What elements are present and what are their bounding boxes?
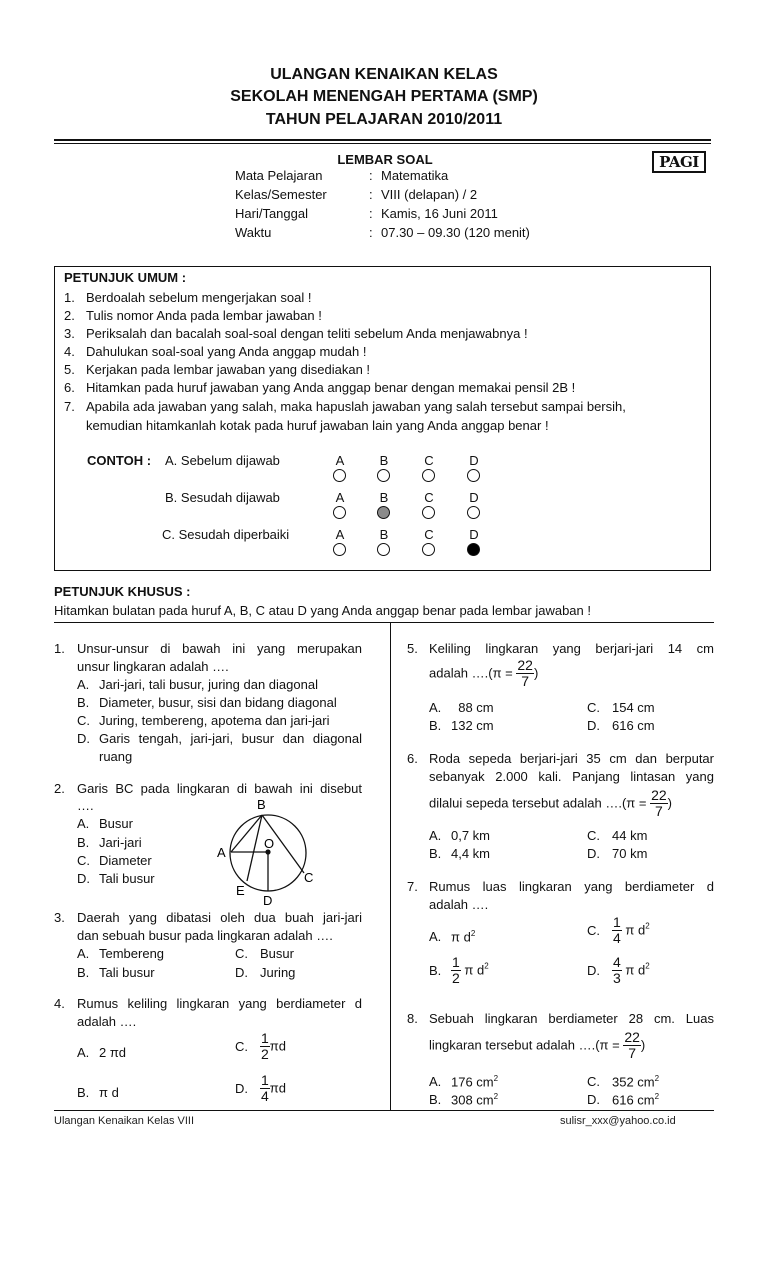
superscript: 2	[493, 1092, 499, 1101]
option-text: 2 πd	[99, 1045, 127, 1060]
instruction-text-continued: kemudian hitamkanlah kotak pada huruf jawaban lain yang Anda anggap benar !	[86, 418, 549, 433]
option-text: 88 cm	[451, 700, 494, 715]
label-c: C	[304, 870, 314, 885]
answer-bubble-empty	[422, 506, 435, 519]
superscript: 2	[645, 961, 650, 971]
question-text: Keliling lingkaran yang berjari-jari 14 cm	[429, 641, 714, 656]
option[interactable]	[429, 955, 489, 986]
fraction-denominator: 4	[261, 1088, 269, 1104]
fraction	[260, 1073, 270, 1104]
superscript: 2	[654, 1092, 660, 1101]
option[interactable]	[77, 712, 330, 730]
fraction-numerator: 1	[452, 954, 460, 970]
answer-bubble-empty	[422, 543, 435, 556]
option[interactable]	[429, 845, 490, 863]
fraction-denominator: 3	[613, 970, 621, 986]
option-letter: B.	[77, 695, 90, 710]
option-letter: C.	[587, 700, 600, 715]
option-letter: D.	[235, 965, 248, 980]
option[interactable]	[77, 676, 318, 694]
section-divider	[54, 622, 714, 623]
option-text: Juring, tembereng, apotema dan jari-jari	[99, 713, 330, 728]
pi-fraction	[623, 1030, 641, 1061]
question-number: 5.	[407, 641, 418, 656]
bubble-letter: D	[469, 453, 479, 468]
superscript: 2	[654, 1074, 660, 1083]
answer-bubble-empty	[333, 469, 346, 482]
question-text: adalah ….	[77, 1014, 137, 1029]
question-text: adalah ….(π =	[429, 665, 513, 681]
option-text: π d	[464, 962, 485, 978]
meta-key: Waktu	[235, 225, 272, 240]
bubble-letter: A	[335, 527, 345, 542]
instruction-item	[64, 289, 311, 307]
pi-fraction	[516, 658, 534, 689]
answer-bubble-empty	[333, 543, 346, 556]
instruction-item	[64, 379, 575, 397]
option-letter: A.	[429, 828, 442, 843]
answer-bubble-empty	[422, 469, 435, 482]
question-text: ….	[77, 798, 94, 813]
bubble-letter: A	[335, 490, 345, 505]
bubble-letter: D	[469, 527, 479, 542]
bubble-letter: B	[379, 453, 389, 468]
option-letter: C.	[77, 713, 90, 728]
option[interactable]	[587, 915, 650, 946]
option[interactable]	[77, 694, 337, 712]
option-letter: B.	[429, 1092, 442, 1108]
option[interactable]	[587, 827, 647, 845]
fraction-numerator: 1	[261, 1072, 269, 1088]
option-text: Diameter	[99, 853, 152, 868]
question-text: Rumus luas lingkaran yang berdiameter d	[429, 879, 714, 894]
example-row-label: B. Sesudah dijawab	[165, 490, 280, 505]
option-letter: D.	[587, 718, 600, 733]
fraction-denominator: 2	[261, 1046, 269, 1062]
question-number: 3.	[54, 910, 65, 925]
option[interactable]	[587, 1088, 659, 1109]
question-text: dilalui sepeda tersebut adalah ….(π =	[429, 795, 647, 811]
option-letter: A.	[429, 700, 442, 715]
answer-bubble-black	[467, 543, 480, 556]
option-text: Busur	[99, 816, 133, 831]
option[interactable]	[77, 1044, 126, 1062]
question-text: Roda sepeda berjari-jari 35 cm dan berputar	[429, 751, 714, 766]
instruction-text: Dahulukan soal-soal yang Anda anggap mudah !	[86, 344, 367, 359]
option-text: πd	[269, 1080, 286, 1096]
option[interactable]	[77, 730, 362, 748]
meta-value: Kamis, 16 Juni 2011	[381, 206, 498, 221]
instruction-text: Periksalah dan bacalah soal-soal dengan teliti sebelum Anda menjawabnya !	[86, 326, 528, 341]
fraction-denominator: 2	[452, 970, 460, 986]
instruction-text: Tulis nomor Anda pada lembar jawaban !	[86, 308, 322, 323]
option-letter: A.	[429, 1074, 442, 1090]
option-text: 616 cm	[612, 718, 655, 733]
option-letter: D.	[587, 1092, 600, 1108]
fraction-numerator: 1	[261, 1030, 269, 1046]
instruction-num: 6.	[64, 380, 75, 395]
option[interactable]	[587, 845, 647, 863]
option-text: π d	[99, 1085, 119, 1100]
superscript: 2	[484, 961, 489, 971]
instruction-num: 4.	[64, 344, 75, 359]
label-a: A	[217, 845, 226, 860]
footer-left: Ulangan Kenaikan Kelas VIII	[54, 1115, 195, 1127]
question-text: adalah ….	[429, 897, 489, 912]
bubble-letter: D	[469, 490, 479, 505]
meta-sep: :	[369, 168, 373, 183]
option-text: 70 km	[612, 846, 648, 861]
option-text: 308 cm	[451, 1092, 494, 1108]
bubble-letter: C	[424, 453, 434, 468]
sheet-title: LEMBAR SOAL	[337, 152, 433, 167]
special-instructions-text: Hitamkan bulatan pada huruf A, B, C atau D yang Anda anggap benar pada lembar jawaban !	[54, 603, 591, 618]
bubble-letter: A	[335, 453, 345, 468]
option[interactable]	[77, 870, 155, 888]
option-text: Busur	[260, 946, 294, 961]
option-text: Garis tengah, jari-jari, busur dan diagonal	[99, 731, 362, 746]
instruction-item	[64, 307, 322, 325]
meta-time	[235, 223, 530, 242]
fraction-denominator: 7	[628, 1045, 637, 1061]
option[interactable]	[429, 827, 490, 845]
instruction-num: 7.	[64, 399, 75, 414]
meta-class	[235, 185, 477, 204]
instruction-num: 3.	[64, 326, 75, 341]
option-text: 44 km	[612, 828, 648, 843]
option[interactable]	[77, 1084, 119, 1102]
question-text: dan sebuah busur pada lingkaran adalah ….	[77, 928, 333, 943]
option-letter: D.	[587, 962, 600, 978]
option-text: Tali busur	[99, 965, 155, 980]
instruction-item	[64, 398, 626, 416]
instruction-item	[64, 361, 370, 379]
option[interactable]	[429, 925, 475, 946]
option-letter: B.	[429, 718, 442, 733]
option-text: πd	[269, 1038, 286, 1054]
circle-figure	[210, 795, 330, 910]
meta-key: Kelas/Semester	[235, 187, 327, 202]
option[interactable]	[77, 815, 133, 833]
footer-right: sulisr_xxx@yahoo.co.id	[560, 1115, 676, 1127]
question-number: 2.	[54, 781, 65, 796]
answer-bubble-grey	[377, 506, 390, 519]
meta-value: 07.30 – 09.30 (120 menit)	[381, 225, 530, 240]
close-paren: )	[667, 795, 673, 811]
fraction-numerator: 22	[517, 657, 533, 673]
instruction-item	[64, 325, 528, 343]
question-text-with-pi	[429, 658, 538, 689]
option-letter: A.	[77, 677, 90, 692]
instruction-num: 2.	[64, 308, 75, 323]
option-text: Tembereng	[99, 946, 165, 961]
option[interactable]	[587, 717, 655, 735]
question-text: unsur lingkaran adalah ….	[77, 659, 229, 674]
question-number: 8.	[407, 1011, 418, 1026]
meta-value: Matematika	[381, 168, 449, 183]
question-number: 6.	[407, 751, 418, 766]
pi-fraction	[650, 788, 668, 819]
question-text: Daerah yang dibatasi oleh dua buah jari-jari	[77, 910, 362, 925]
instruction-text: Hitamkan pada huruf jawaban yang Anda anggap benar dengan memakai pensil 2B !	[86, 380, 576, 395]
question-text-with-pi	[429, 788, 672, 819]
option-text: π d	[625, 922, 646, 938]
option-text: Jari-jari	[99, 835, 142, 850]
option-letter: A.	[429, 929, 442, 945]
fraction-denominator: 4	[613, 930, 621, 946]
option[interactable]	[235, 945, 294, 963]
option[interactable]	[587, 955, 650, 986]
option[interactable]	[429, 699, 494, 717]
fraction	[260, 1031, 270, 1062]
instruction-num: 1.	[64, 290, 75, 305]
session-badge: PAGI	[652, 151, 706, 173]
option-letter: A.	[77, 946, 90, 961]
instruction-num: 5.	[64, 362, 75, 377]
option[interactable]	[77, 964, 155, 982]
school-level: SEKOLAH MENENGAH PERTAMA (SMP)	[230, 88, 538, 105]
meta-key: Mata Pelajaran	[235, 168, 323, 183]
option-text-continued: ruang	[99, 749, 133, 764]
meta-value: VIII (delapan) / 2	[381, 187, 478, 202]
option-text: 176 cm	[451, 1074, 494, 1090]
fraction-denominator: 7	[521, 673, 530, 689]
label-e: E	[236, 883, 245, 898]
option-letter: C.	[587, 1074, 600, 1090]
option-letter: D.	[235, 1080, 248, 1096]
academic-year: TAHUN PELAJARAN 2010/2011	[265, 111, 503, 128]
example-row-label: C. Sesudah diperbaiki	[162, 527, 290, 542]
option-letter: B.	[77, 835, 90, 850]
question-text: lingkaran tersebut adalah ….(π =	[429, 1037, 620, 1053]
superscript: 2	[470, 929, 476, 938]
question-number: 4.	[54, 996, 65, 1011]
option-letter: D.	[587, 846, 600, 861]
option[interactable]	[235, 1031, 286, 1062]
question-text-with-pi	[429, 1030, 645, 1061]
option[interactable]	[429, 717, 494, 735]
question-number: 7.	[407, 879, 418, 894]
meta-sep: :	[369, 187, 373, 202]
exam-title: ULANGAN KENAIKAN KELAS	[270, 66, 498, 83]
instruction-text: Apabila ada jawaban yang salah, maka hapuslah jawaban yang salah tersebut sampai bersih,	[86, 399, 626, 414]
option[interactable]	[77, 834, 142, 852]
bubble-letter: C	[424, 527, 434, 542]
instruction-item	[64, 343, 366, 361]
option-text: Diameter, busur, sisi dan bidang diagonal	[99, 695, 337, 710]
option-letter: C.	[235, 1038, 248, 1054]
fraction-numerator: 1	[613, 914, 621, 930]
answer-bubble-empty	[377, 469, 390, 482]
superscript: 2	[645, 921, 650, 931]
option-text: 4,4 km	[451, 846, 491, 861]
fraction	[451, 955, 461, 986]
option-text: 154 cm	[612, 700, 655, 715]
question-text: Sebuah lingkaran berdiameter 28 cm. Luas	[429, 1011, 714, 1026]
question-number: 1.	[54, 641, 65, 656]
option-text: 616 cm	[612, 1092, 655, 1108]
fraction-denominator: 7	[654, 803, 663, 819]
option[interactable]	[235, 964, 295, 982]
question-text: sebanyak 2.000 kali. Panjang lintasan yang	[429, 769, 714, 784]
fraction-numerator: 22	[651, 787, 667, 803]
option-letter: A.	[77, 1045, 90, 1060]
answer-bubble-empty	[467, 469, 480, 482]
question-text: Rumus keliling lingkaran yang berdiameter d	[77, 996, 362, 1011]
option[interactable]	[235, 1073, 286, 1104]
option-text: Jari-jari, tali busur, juring dan diagonal	[99, 677, 318, 692]
option-text: Juring	[260, 965, 296, 980]
general-instructions-heading: PETUNJUK UMUM :	[64, 270, 187, 285]
option-letter: C.	[235, 946, 248, 961]
instruction-text: Berdoalah sebelum mengerjakan soal !	[86, 290, 312, 305]
fraction	[612, 915, 622, 946]
label-d: D	[263, 893, 273, 908]
fraction	[612, 955, 622, 986]
option-text: Tali busur	[99, 871, 155, 886]
option-letter: C.	[77, 853, 90, 868]
bubble-letter: C	[424, 490, 434, 505]
option-text: 352 cm	[612, 1074, 655, 1090]
meta-date	[235, 204, 498, 223]
option-text: π d	[451, 929, 471, 945]
option-letter: C.	[587, 922, 600, 938]
option[interactable]	[77, 945, 164, 963]
option-text: 132 cm	[451, 718, 494, 733]
option[interactable]	[587, 699, 655, 717]
fraction-numerator: 4	[613, 954, 621, 970]
answer-bubble-empty	[467, 506, 480, 519]
fraction-numerator: 22	[624, 1029, 640, 1045]
option-letter: D.	[77, 731, 90, 746]
example-label: CONTOH :	[87, 453, 152, 468]
label-b: B	[257, 797, 266, 812]
option-letter: A.	[77, 816, 90, 831]
label-o: O	[264, 836, 275, 851]
option-letter: B.	[77, 965, 90, 980]
question-text: Unsur-unsur di bawah ini yang merupakan	[77, 641, 362, 656]
option-text: 0,7 km	[451, 828, 491, 843]
example-row-label: A. Sebelum dijawab	[165, 453, 280, 468]
footer-divider	[54, 1110, 714, 1111]
superscript: 2	[493, 1074, 499, 1083]
option-letter: B.	[429, 962, 442, 978]
bubble-letter: B	[379, 490, 389, 505]
option-letter: B.	[429, 846, 442, 861]
close-paren: )	[640, 1037, 646, 1053]
column-divider	[390, 622, 391, 1110]
instruction-text: Kerjakan pada lembar jawaban yang disediakan !	[86, 362, 371, 377]
meta-sep: :	[369, 206, 373, 221]
option-letter: D.	[77, 871, 90, 886]
bubble-letter: B	[379, 527, 389, 542]
meta-subject	[235, 166, 448, 185]
meta-key: Hari/Tanggal	[235, 206, 308, 221]
option[interactable]	[429, 1088, 498, 1109]
option-text: π d	[625, 962, 646, 978]
meta-sep: :	[369, 225, 373, 240]
option-letter: B.	[77, 1085, 90, 1100]
close-paren: )	[533, 665, 539, 681]
answer-bubble-empty	[377, 543, 390, 556]
answer-bubble-empty	[333, 506, 346, 519]
question-text: Garis BC pada lingkaran di bawah ini disebut	[77, 781, 362, 796]
special-instructions-heading: PETUNJUK KHUSUS :	[54, 584, 191, 599]
option-letter: C.	[587, 828, 600, 843]
option[interactable]	[77, 852, 152, 870]
header-divider	[54, 139, 711, 144]
